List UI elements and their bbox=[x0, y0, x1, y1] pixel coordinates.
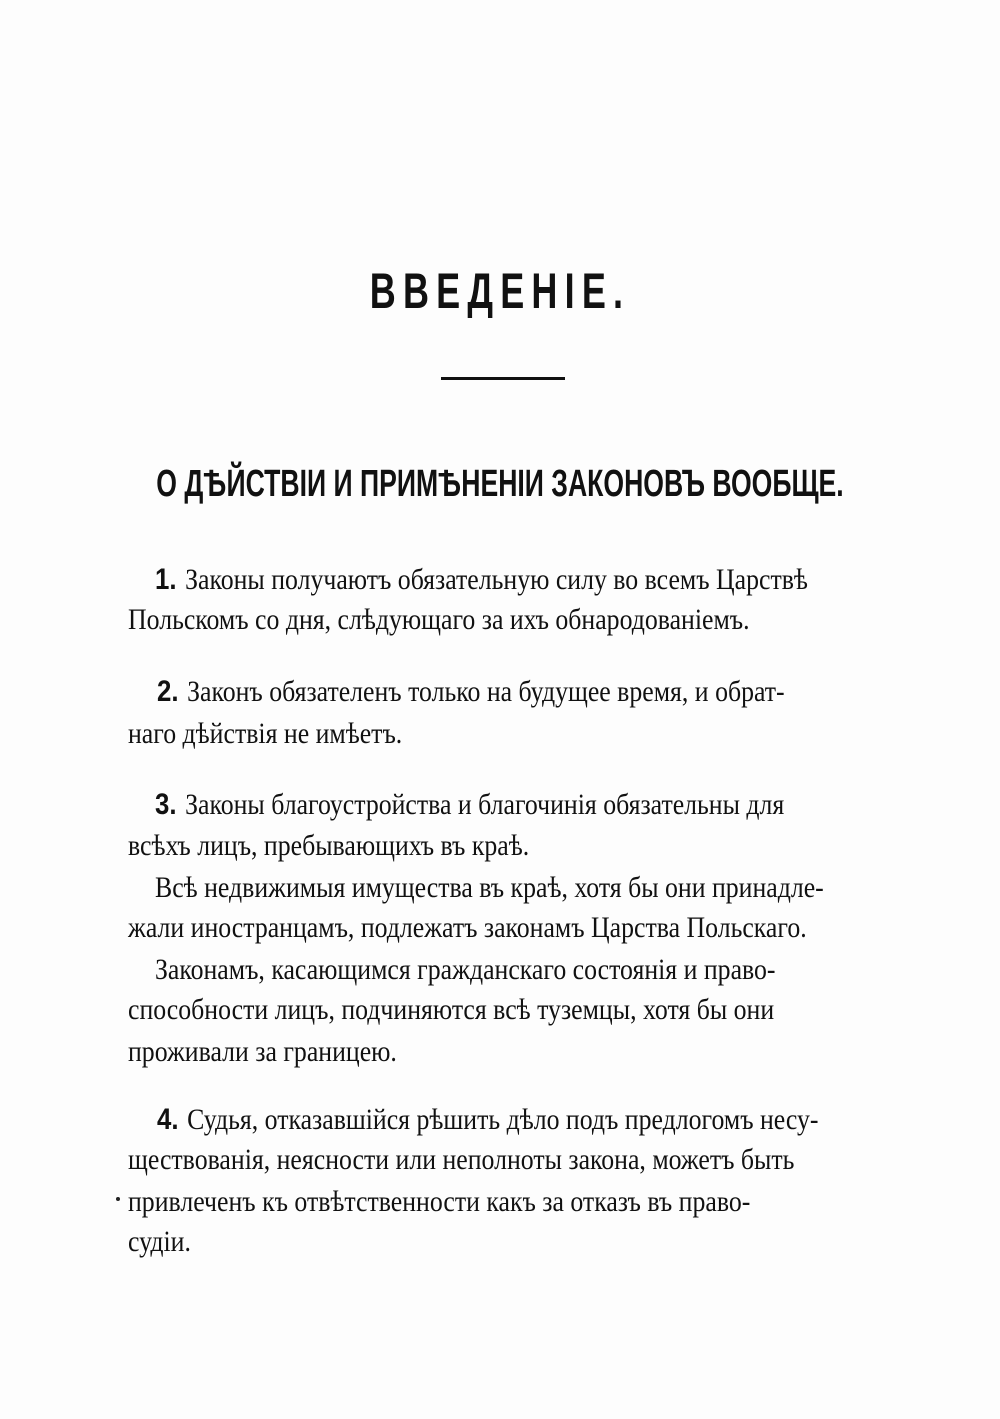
article-3-line-2: всѣхъ лицъ, пребывающихъ въ краѣ. bbox=[128, 829, 530, 862]
article-4-line-2: ществованія, неясности или неполноты закона, можетъ быть bbox=[128, 1143, 795, 1176]
article-text: Законъ обязателенъ только на будущее время, и обрат- bbox=[187, 675, 785, 708]
article-1-line-1 bbox=[155, 560, 808, 600]
article-4-line-3: привлеченъ къ отвѣтственности какъ за отказъ въ право- bbox=[128, 1185, 751, 1218]
article-number: 4. bbox=[157, 1103, 179, 1136]
article-number: 2. bbox=[157, 675, 179, 708]
article-3-line-4: жали иностранцамъ, подлежатъ законамъ Царства Польскаго. bbox=[128, 911, 807, 944]
article-3-line-3: Всѣ недвижимыя имущества въ краѣ, хотя бы они принадле- bbox=[155, 871, 824, 904]
ink-speck bbox=[116, 1197, 120, 1201]
article-number: 1. bbox=[155, 563, 177, 596]
article-text: Судья, отказавшійся рѣшить дѣло подъ предлогомъ несу- bbox=[187, 1103, 819, 1136]
article-3-line-7: проживали за границею. bbox=[128, 1035, 397, 1068]
article-number: 3. bbox=[155, 788, 177, 821]
article-4-line-4: судіи. bbox=[128, 1225, 191, 1258]
article-2-line-1 bbox=[157, 672, 785, 712]
article-1-line-2: Польскомъ со дня, слѣдующаго за ихъ обнародованіемъ. bbox=[128, 603, 750, 636]
article-text: Законы благоустройства и благочинія обязательны для bbox=[185, 788, 785, 821]
article-3-line-5: Законамъ, касающимся гражданскаго состоянія и право- bbox=[155, 953, 776, 986]
section-heading: О ДѢЙСТВІИ И ПРИМѢНЕНІИ ЗАКОНОВЪ ВООБЩЕ. bbox=[156, 463, 844, 505]
article-3-line-6: способности лицъ, подчиняются всѣ туземцы, хотя бы они bbox=[128, 993, 775, 1026]
page-title: ВВЕДЕНІЕ. bbox=[369, 263, 631, 319]
article-4-line-1 bbox=[157, 1100, 819, 1140]
article-text: Законы получаютъ обязательную силу во всемъ Царствѣ bbox=[185, 563, 808, 596]
article-2-line-2: наго дѣйствія не имѣетъ. bbox=[128, 717, 403, 750]
title-divider bbox=[441, 377, 565, 380]
article-3-line-1 bbox=[155, 785, 784, 825]
